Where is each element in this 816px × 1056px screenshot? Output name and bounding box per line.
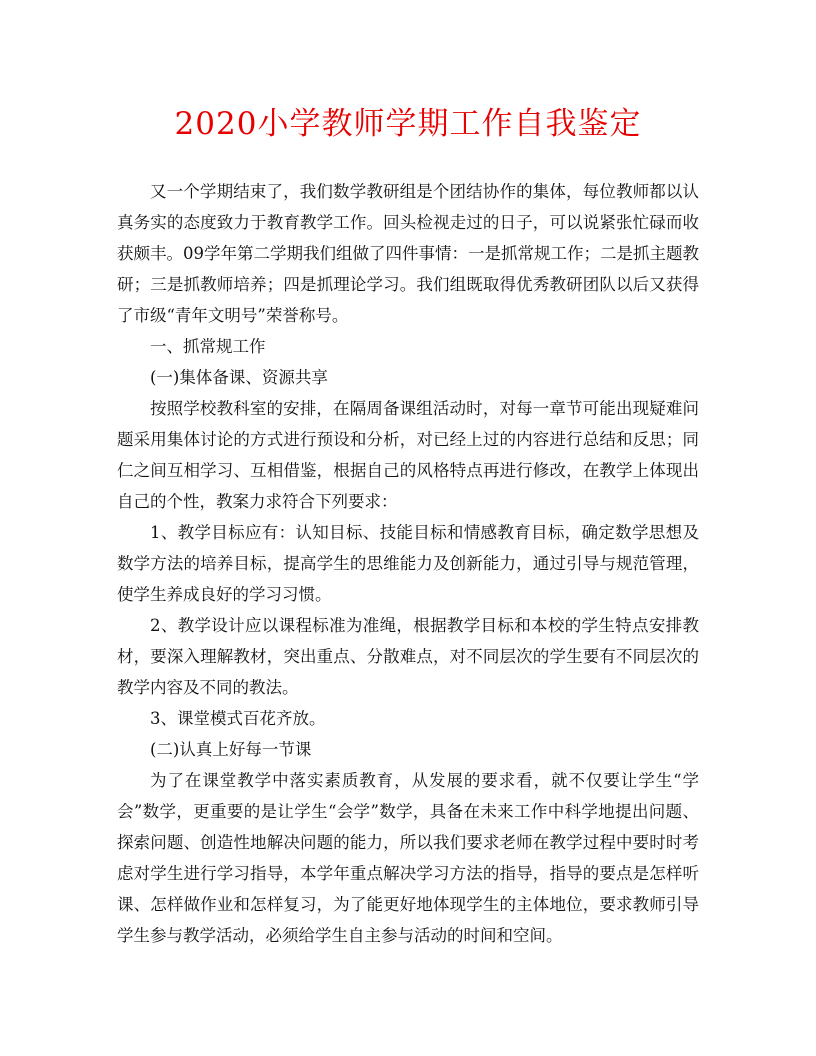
subheading-every-lesson: (二)认真上好每一节课 <box>150 740 312 759</box>
list-item-class-mode: 3、课堂模式百花齐放。 <box>150 709 326 728</box>
paragraph-intro: 又一个学期结束了，我们数学教研组是个团结协作的集体，每位教师都以认真务实的态度致力于教育教学工作。回头检视走过的日子，可以说紧张忙碌而收获颇丰。09学年第二学期我们组做了四件事情：一是抓常规工作；二是抓主题教研；三是抓教师培养；四是抓理论学习。我们组既取得优秀教研团队以后又获得了市级“青年文明号”荣誉称号。 <box>117 182 699 325</box>
document-body <box>117 176 699 951</box>
list-item-teaching-goals: 1、教学目标应有：认知目标、技能目标和情感教育目标，确定数学思想及数学方法的培养目标，提高学生的思维能力及创新能力，通过引导与规范管理，使学生养成良好的学习习惯。 <box>117 523 699 604</box>
list-item-teaching-design: 2、教学设计应以课程标准为准绳，根据教学目标和本校的学生特点安排教材，要深入理解教材，突出重点、分散难点，对不同层次的学生要有不同层次的教学内容及不同的教法。 <box>117 616 699 697</box>
subheading-collective-prep: (一)集体备课、资源共享 <box>150 368 328 387</box>
section-heading-routine-work: 一、抓常规工作 <box>150 337 266 356</box>
paragraph-collective-prep: 按照学校教科室的安排，在隔周备课组活动时，对每一章节可能出现疑难问题采用集体讨论的方式进行预设和分析，对已经上过的内容进行总结和反思；同仁之间互相学习、互相借鉴，根据自己的风格特点再进行修改，在教学上体现出自己的个性，教案力求符合下列要求： <box>117 399 699 511</box>
document-title: 2020小学教师学期工作自我鉴定 <box>174 106 642 142</box>
paragraph-every-lesson: 为了在课堂教学中落实素质教育，从发展的要求看，就不仅要让学生“学会”数学，更重要的是让学生“会学”数学，具备在未来工作中科学地提出问题、探索问题、创造性地解决问题的能力，所以我们要求老师在教学过程中要时时考虑对学生进行学习指导，本学年重点解决学习方法的指导，指导的要点是怎样听课、怎样做作业和怎样复习，为了能更好地体现学生的主体地位，要求教师引导学生参与教学活动，必须给学生自主参与活动的时间和空间。 <box>117 771 699 945</box>
